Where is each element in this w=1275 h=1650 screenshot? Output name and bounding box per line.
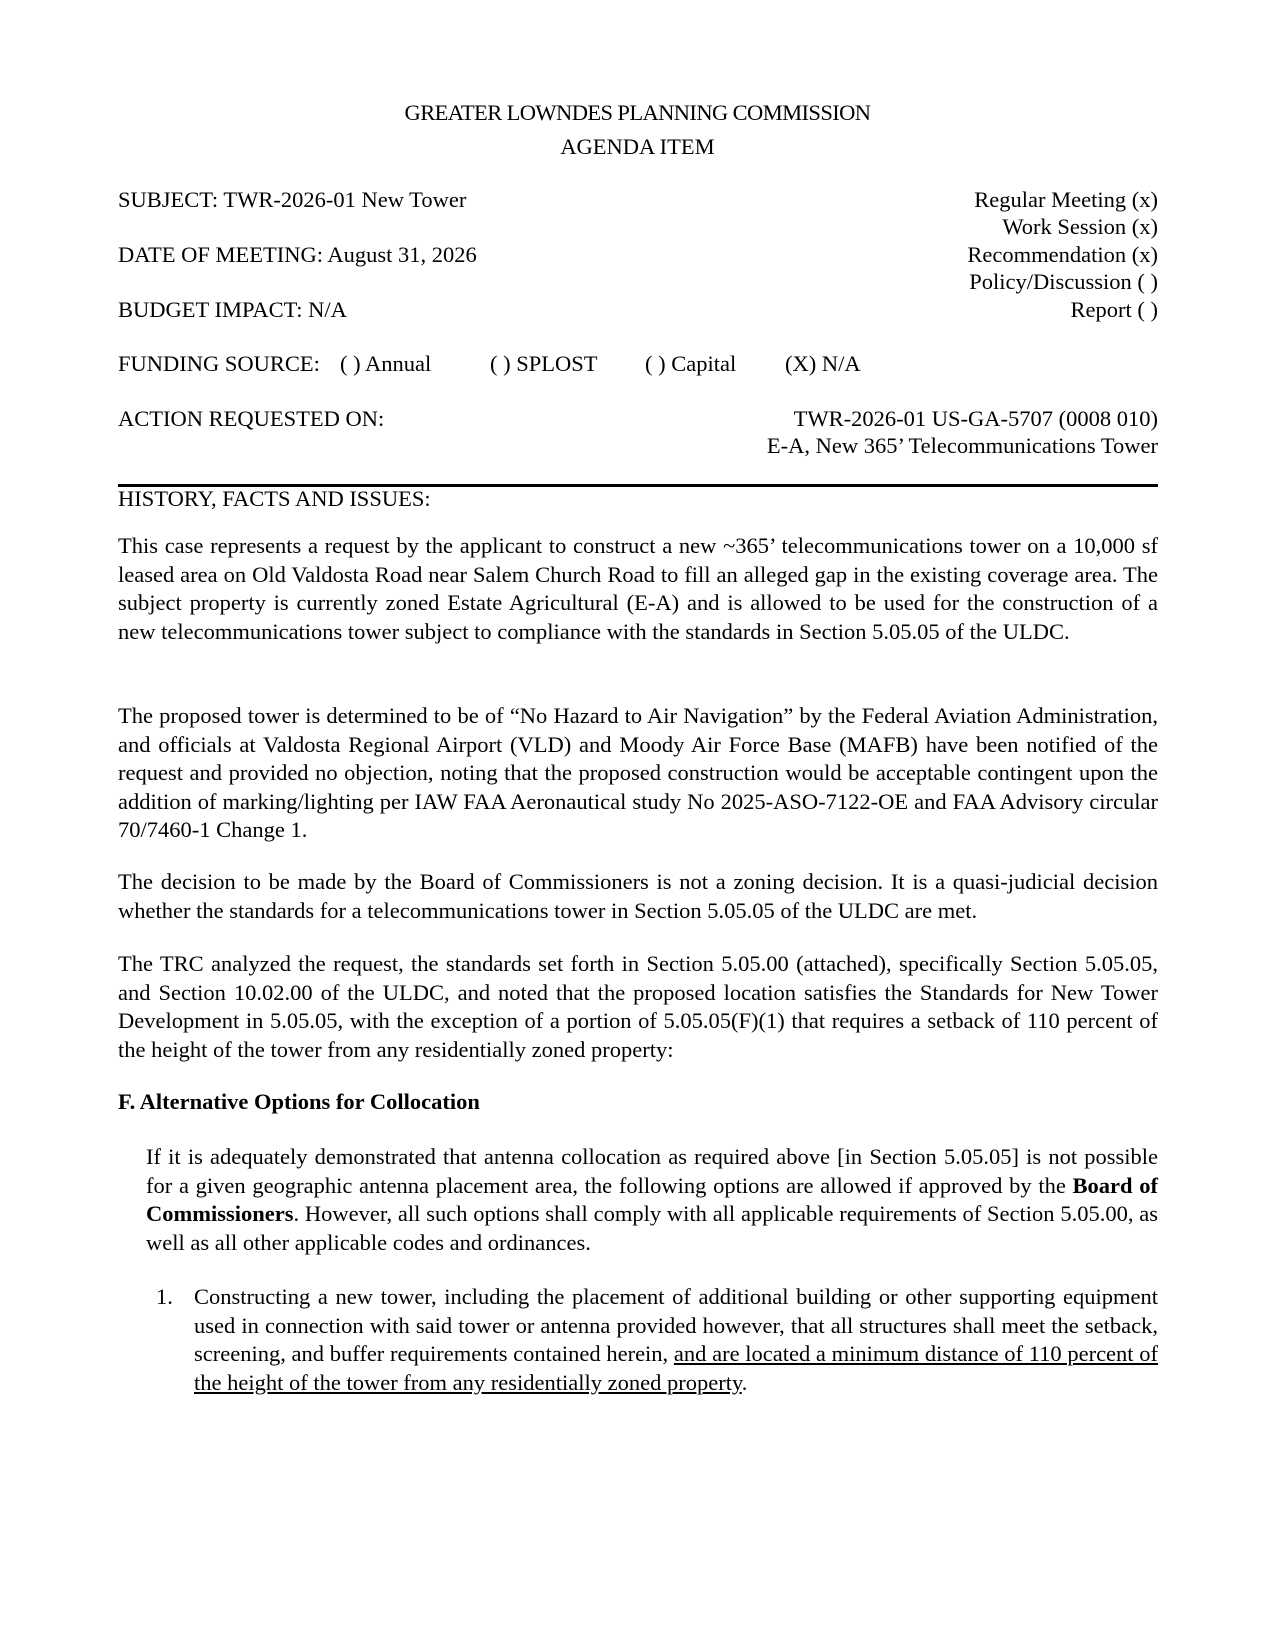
meeting-type-policy-discussion: Policy/Discussion ( ): [969, 269, 1158, 294]
funding-source-label: FUNDING SOURCE:: [118, 351, 320, 376]
board-of-commissioners-bold: Board of Commissioners: [146, 1172, 1158, 1226]
funding-capital: ( ) Capital: [645, 351, 737, 376]
meeting-date-field: DATE OF MEETING: August 31, 2026: [118, 242, 477, 267]
budget-impact-field: BUDGET IMPACT: N/A: [118, 297, 347, 322]
paragraph-case-summary: This case represents a request by the applicant to construct a new ~365’ telecommunications tower on a 10,000 sf leased area on Old Valdosta Road near Salem Church Road to fill an alleged gap in the existing coverage area. The subject property is currently zoned Estate Agricultural (E-A) and is allowed to be used for the construction of a new telecommunications tower subject to compliance with the standards in Section 5.05.05 of the ULDC.: [118, 533, 1158, 644]
list-item-number: 1.: [156, 1284, 173, 1309]
meeting-type-report: Report ( ): [1070, 297, 1158, 322]
action-description: E-A, New 365’ Telecommunications Tower: [766, 433, 1158, 458]
funding-na: (X) N/A: [785, 351, 861, 376]
meeting-type-regular: Regular Meeting (x): [974, 187, 1158, 212]
list-item-text-main: Constructing a new tower, including the placement of additional building or other supporting equipment used in connection with said tower or antenna provided however, that all structures shall meet the setback, screening, and buffer requirements contained herein,: [194, 1284, 1158, 1366]
history-heading: HISTORY, FACTS AND ISSUES:: [118, 486, 431, 511]
organization-title: GREATER LOWNDES PLANNING COMMISSION: [404, 100, 871, 125]
section-f-intro-text-1: If it is adequately demonstrated that antenna collocation as required above [in Section 5.05.05] is not possible for a given geographic antenna placement area, the following options are allowed if approved by the: [146, 1144, 1158, 1198]
funding-annual: ( ) Annual: [340, 351, 432, 376]
section-f-intro: [146, 1143, 1158, 1257]
funding-splost: ( ) SPLOST: [490, 351, 598, 376]
list-item-text-end: .: [741, 1369, 748, 1395]
subject-field: SUBJECT: TWR-2026-01 New Tower: [118, 187, 467, 212]
list-item-underlined-requirement: and are located a minimum distance of 110 percent of the height of the tower from any residentially zoned property: [194, 1341, 1158, 1395]
agenda-item-title: AGENDA ITEM: [560, 134, 715, 159]
paragraph-decision: The decision to be made by the Board of Commissioners is not a zoning decision. It is a quasi-judicial decision whether the standards for a telecommunications tower in Section 5.05.05 of the ULDC are met.: [118, 869, 1158, 923]
section-f-intro-text-2: . However, all such options shall comply with all applicable requirements of Section 5.05.00, as well as all other applicable codes and ordinances.: [146, 1201, 1158, 1255]
action-requested-label: ACTION REQUESTED ON:: [118, 406, 385, 431]
meeting-type-recommendation: Recommendation (x): [967, 242, 1158, 267]
paragraph-trc-analysis: The TRC analyzed the request, the standards set forth in Section 5.05.00 (attached), specifically Section 5.05.05, and Section 10.02.00 of the ULDC, and noted that the proposed location satisfies the Standards for New Tower Development in 5.05.05, with the exception of a portion of 5.05.05(F)(1) that requires a setback of 110 percent of the height of the tower from any residentially zoned property:: [118, 951, 1158, 1062]
list-item-text: [194, 1283, 1158, 1397]
meeting-type-work-session: Work Session (x): [1002, 214, 1158, 239]
paragraph-faa-determination: The proposed tower is determined to be of “No Hazard to Air Navigation” by the Federal Aviation Administration, and officials at Valdosta Regional Airport (VLD) and Moody Air Force Base (MAFB) have been notified of the request and provided no objection, noting that the proposed construction would be acceptable contingent upon the addition of marking/lighting per IAW FAA Aeronautical study No 2025-ASO-7122-OE and FAA Advisory circular 70/7460-1 Change 1.: [118, 703, 1158, 842]
action-case-number: TWR-2026-01 US-GA-5707 (0008 010): [793, 406, 1158, 431]
section-f-heading: F. Alternative Options for Collocation: [118, 1089, 480, 1114]
